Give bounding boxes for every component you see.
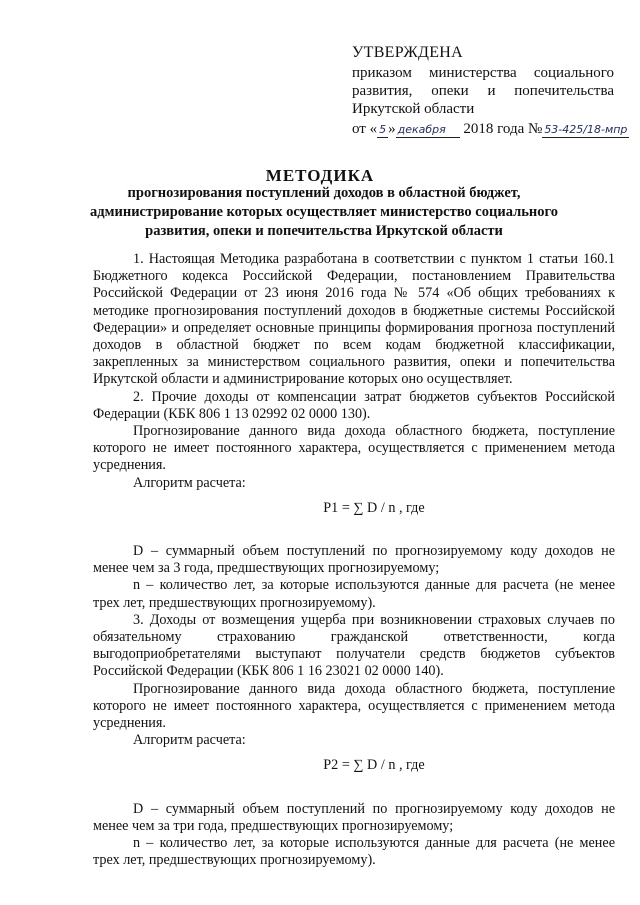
handwritten-month: декабря (396, 123, 460, 138)
document-subtitle: прогнозирования поступлений доходов в областной бюджет, администрирование которых осуществляет министерство социального развития, опеки и попечительства Иркутской области (90, 185, 558, 239)
document-title: МЕТОДИКА (265, 166, 375, 185)
formula-2: P2 = ∑ D / n , где (323, 757, 425, 774)
paragraph-10: D – суммарный объем поступлений по прогнозируемому коду доходов не менее чем за три года, предшествующих прогнозируемому; (93, 800, 615, 834)
date-prefix: от « (352, 121, 378, 137)
handwritten-order-number: 53-425/18-мпр (544, 123, 628, 136)
approval-date-line (352, 120, 628, 138)
paragraph-3: Прогнозирование данного вида дохода областного бюджета, поступление которого не имеет постоянного характера, осуществляется с применением метода усреднения. (93, 423, 615, 474)
approval-line-1: приказом министерства социального (352, 65, 614, 81)
approval-block (352, 44, 628, 138)
paragraph-8: Прогнозирование данного вида дохода областного бюджета, поступление которого не имеет постоянного характера, осуществляется с применением метода усреднения. (93, 680, 615, 732)
paragraph-2: 2. Прочие доходы от компенсации затрат бюджетов субъектов Российской Федерации (КБК 806 1 13 02992 02 0000 130). (93, 388, 615, 422)
approval-heading: УТВЕРЖДЕНА (352, 44, 464, 61)
paragraph-5: D – суммарный объем поступлений по прогнозируемому коду доходов не менее чем за 3 года, предшествующих прогнозируемому; (93, 543, 615, 577)
date-suffix: 2018 года № (463, 121, 543, 137)
handwritten-day: 5 (379, 123, 387, 136)
paragraph-7: 3. Доходы от возмещения ущерба при возникновении страховых случаев по обязательному страхованию гражданской ответственности, когда выгодоприобретателями выступают получатели средств бюджетов субъектов Российской Федерации (КБК 806 1 16 23021 02 0000 140). (93, 611, 615, 680)
paragraph-1: 1. Настоящая Методика разработана в соответствии с пунктом 1 статьи 160.1 Бюджетного кодекса Российской Федерации, постановлением Правительства Российской Федерации от 23 июня 2016 года № 574 «Об общих требованиях к методике прогнозирования поступлений доходов в бюджетные системы Российской Федерации» и определяет основные принципы формирования прогноза поступлений доходов в областной бюджет по всем кодам бюджетной классификации, закрепленных за министерством социального развития, опеки и попечительства Иркутской области и администрирование которых оно осуществляет. (93, 251, 615, 388)
paragraph-4: Алгоритм расчета: (133, 474, 246, 491)
document-body (93, 251, 615, 870)
date-mid: » (388, 121, 396, 137)
approval-line-3: Иркутской области (352, 101, 475, 117)
paragraph-11: n – количество лет, за которые используются данные для расчета (не менее трех лет, предшествующих прогнозируемому). (93, 835, 615, 869)
formula-1: P1 = ∑ D / n , где (323, 499, 425, 516)
paragraph-6: n – количество лет, за которые используются данные для расчета (не менее трех лет, предшествующих прогнозируемому). (93, 577, 615, 611)
paragraph-9: Алгоритм расчета: (133, 732, 246, 749)
approval-line-2: развития, опеки и попечительства (352, 83, 614, 99)
